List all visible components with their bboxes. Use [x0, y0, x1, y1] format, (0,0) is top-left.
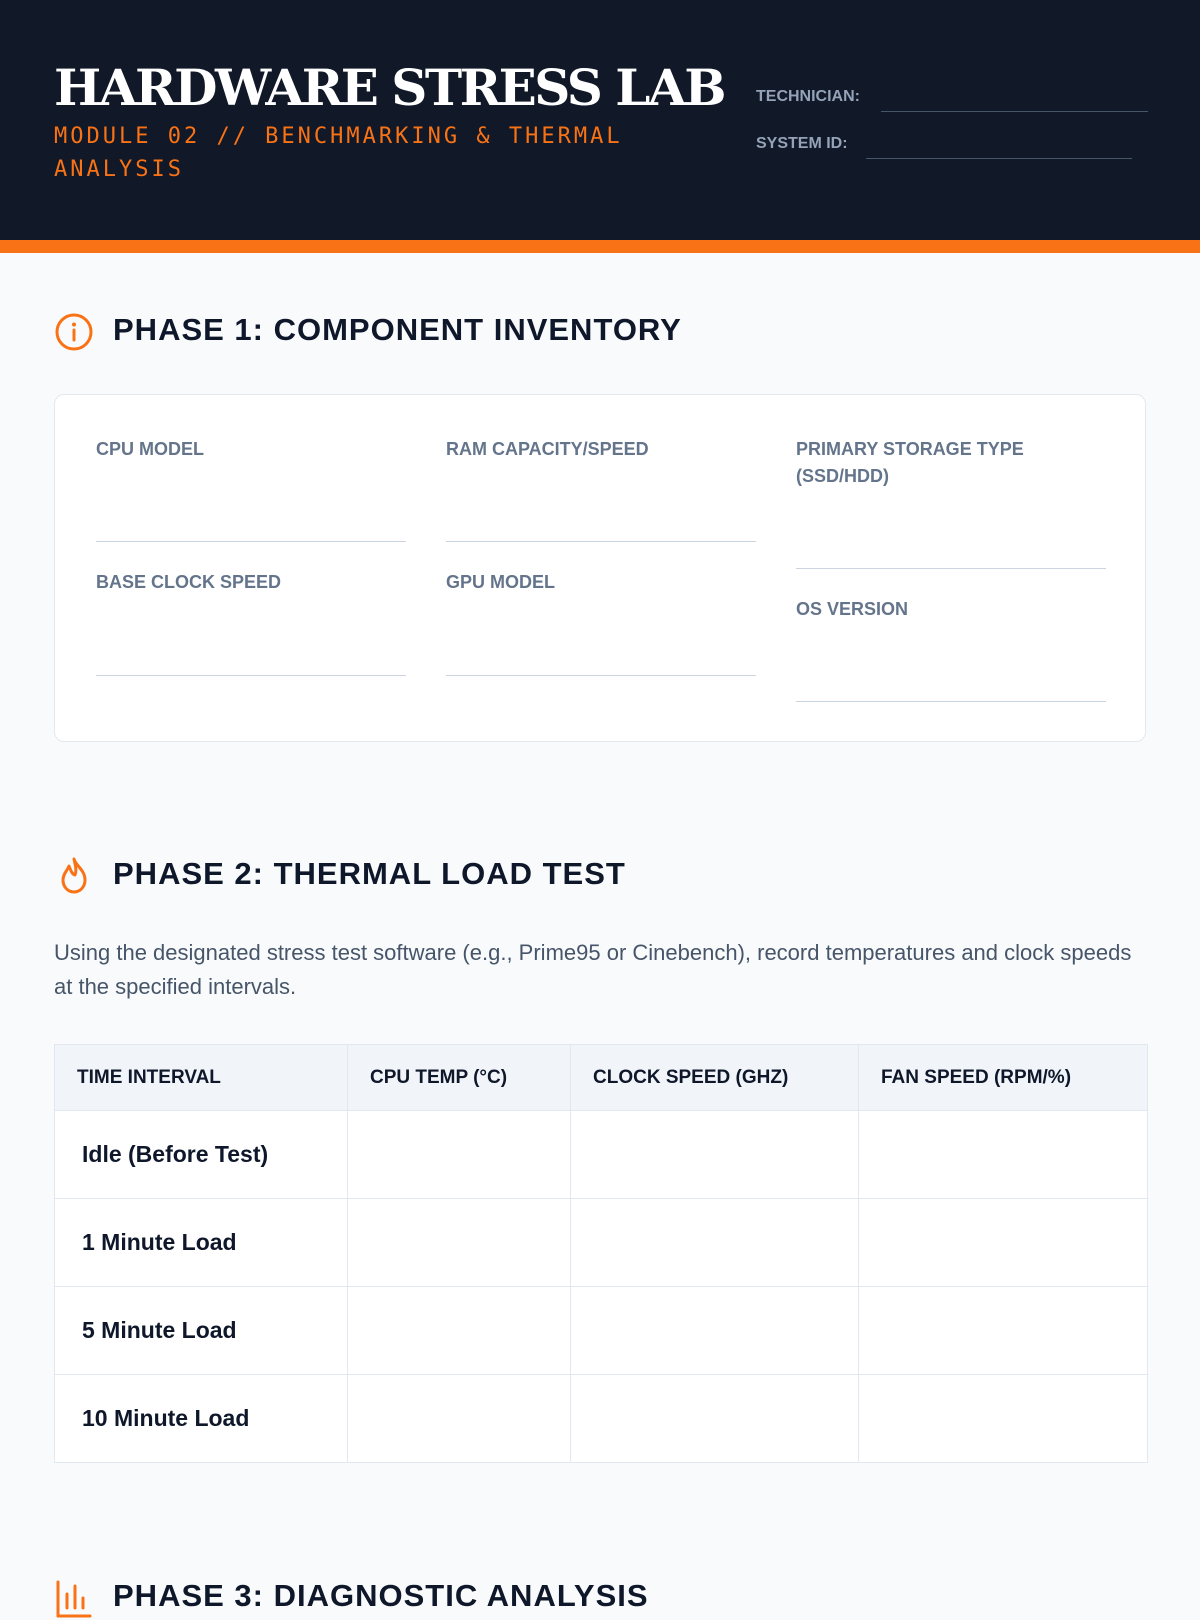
cpu-temp-cell[interactable] — [348, 1111, 571, 1199]
info-icon — [54, 312, 94, 352]
column-header-clock-speed: CLOCK SPEED (GHZ) — [571, 1045, 859, 1111]
cpu-model-label: CPU MODEL — [96, 439, 204, 459]
phase1-title: PHASE 1: COMPONENT INVENTORY — [113, 312, 682, 347]
fan-speed-cell[interactable] — [859, 1111, 1148, 1199]
page-header — [0, 0, 1200, 240]
page-subtitle: MODULE 02 // BENCHMARKING & THERMAL ANALYSIS — [54, 124, 623, 182]
fan-speed-cell[interactable] — [859, 1287, 1148, 1375]
cpu-temp-cell[interactable] — [348, 1199, 571, 1287]
storage-type-label: PRIMARY STORAGE TYPE (SSD/HDD) — [796, 439, 1024, 486]
clock-speed-cell[interactable] — [571, 1287, 859, 1375]
column-header-fan-speed: FAN SPEED (RPM/%) — [859, 1045, 1148, 1111]
technician-field[interactable] — [881, 111, 1148, 112]
time-interval-cell: 10 Minute Load — [55, 1375, 348, 1463]
ram-capacity-label: RAM CAPACITY/SPEED — [446, 439, 649, 459]
clock-speed-cell[interactable] — [571, 1199, 859, 1287]
thermal-test-table — [54, 1044, 1148, 1463]
base-clock-label: BASE CLOCK SPEED — [96, 572, 282, 592]
system-id-field[interactable] — [866, 158, 1132, 159]
clock-speed-cell[interactable] — [571, 1375, 859, 1463]
os-version-field[interactable] — [796, 701, 1106, 702]
fan-speed-cell[interactable] — [859, 1375, 1148, 1463]
page-title: HARDWARE STRESS LAB — [54, 58, 724, 117]
clock-speed-cell[interactable] — [571, 1111, 859, 1199]
phase2-instructions: Using the designated stress test software (e.g., Prime95 or Cinebench), record temperatures and clock speeds at the specified intervals. — [54, 940, 1132, 999]
ram-capacity-field[interactable] — [446, 541, 756, 542]
phase2-title: PHASE 2: THERMAL LOAD TEST — [113, 856, 626, 891]
storage-type-field[interactable] — [796, 568, 1106, 569]
table-row — [55, 1199, 1148, 1287]
component-inventory-card — [54, 394, 1146, 742]
table-row — [55, 1287, 1148, 1375]
header-accent-bar — [0, 240, 1200, 253]
gpu-model-field[interactable] — [446, 675, 756, 676]
os-version-label: OS VERSION — [796, 599, 909, 619]
table-header-row — [55, 1045, 1148, 1111]
cpu-temp-cell[interactable] — [348, 1375, 571, 1463]
time-interval-cell: 1 Minute Load — [55, 1199, 348, 1287]
time-interval-cell: 5 Minute Load — [55, 1287, 348, 1375]
gpu-model-label: GPU MODEL — [446, 572, 556, 592]
column-header-time-interval: TIME INTERVAL — [55, 1045, 348, 1111]
system-id-label: SYSTEM ID: — [756, 135, 848, 152]
column-header-cpu-temp: CPU TEMP (°C) — [348, 1045, 571, 1111]
cpu-temp-cell[interactable] — [348, 1287, 571, 1375]
base-clock-field[interactable] — [96, 675, 406, 676]
technician-label: TECHNICIAN: — [756, 88, 860, 105]
bar-chart-icon — [54, 1580, 94, 1620]
cpu-model-field[interactable] — [96, 541, 406, 542]
fan-speed-cell[interactable] — [859, 1199, 1148, 1287]
table-row — [55, 1111, 1148, 1199]
time-interval-cell: Idle (Before Test) — [55, 1111, 348, 1199]
flame-icon — [54, 855, 94, 895]
table-row — [55, 1375, 1148, 1463]
phase3-title: PHASE 3: DIAGNOSTIC ANALYSIS — [113, 1578, 649, 1613]
